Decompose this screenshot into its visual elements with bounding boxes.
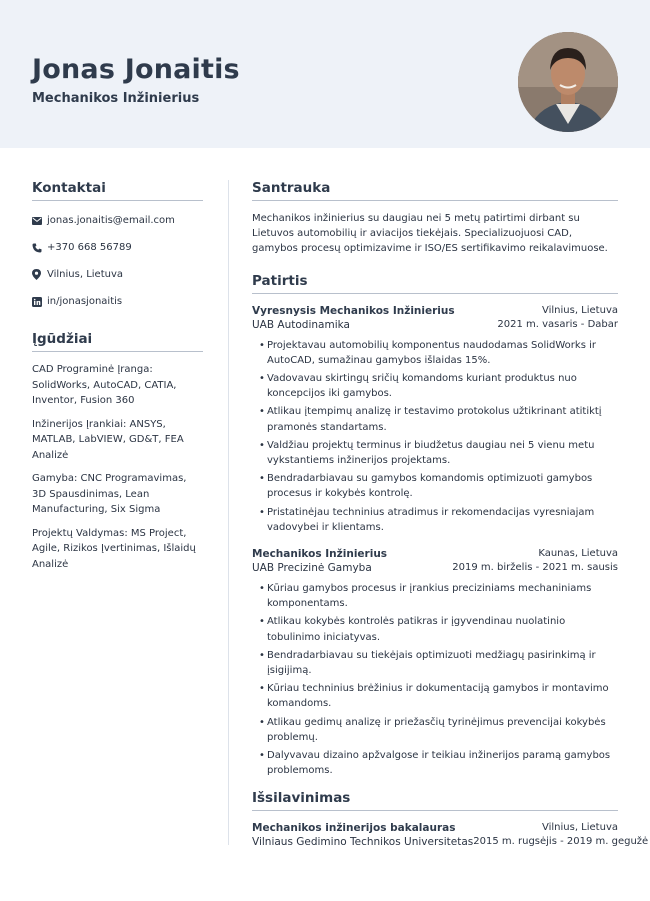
contact-phone-text: +370 668 56789 — [47, 242, 132, 253]
job-entry-dates: 2019 m. birželis - 2021 m. sausis — [452, 562, 618, 574]
list-item: • Kūriau gamybos procesus ir įrankius preciziniams mechaniniams komponentams. — [267, 581, 618, 611]
job-title: Mechanikos Inžinierius — [32, 91, 200, 106]
job-entry-location: Vilnius, Lietuva — [541, 304, 618, 316]
avatar — [518, 32, 618, 132]
contact-linkedin[interactable] — [32, 288, 203, 315]
job-entry-title: Mechanikos Inžinierius — [252, 548, 388, 561]
list-item: • Vadovavau skirtingų sričių komandoms kuriant produktus nuo koncepcijos iki gamybos. — [267, 371, 618, 401]
job-entry-title: Vyresnysis Mechanikos Inžinierius — [252, 304, 455, 317]
skill-item: Gamyba: CNC Programavimas, 3D Spausdinimas, Lean Manufacturing, Six Sigma — [32, 473, 187, 515]
contacts-heading: Kontaktai — [32, 180, 203, 201]
list-item: • Atlikau įtempimų analizę ir testavimo protokolus užtikrinant atitiktį pramonės standartams. — [267, 404, 618, 434]
education-location: Vilnius, Lietuva — [541, 822, 618, 834]
job-entry — [252, 547, 618, 778]
contact-email[interactable] — [32, 207, 203, 234]
job-entry-company: UAB Precizinė Gamyba — [252, 562, 372, 575]
list-item: • Valdžiau projektų terminus ir biudžetus daugiau nei 5 vienu metu vykstantiems inžinerijos projektams. — [267, 438, 618, 468]
list-item: • Bendradarbiavau su gamybos komandomis optimizuoti gamybos procesus ir kokybės kontrolę. — [267, 471, 618, 501]
profile-photo — [518, 32, 618, 132]
linkedin-icon — [32, 297, 47, 307]
list-item: • Projektavau automobilių komponentus naudodamas SolidWorks ir AutoCAD, sumažinau gamybos išlaidas 15%. — [267, 338, 618, 368]
education-dates: 2015 m. rugsėjis - 2019 m. gegužė — [473, 836, 649, 848]
job-entry-company: UAB Autodinamika — [252, 318, 350, 331]
contact-location — [32, 261, 203, 288]
contact-linkedin-text: in/jonasjonaitis — [47, 296, 123, 307]
education-degree: Mechanikos inžinerijos bakalauras — [252, 822, 456, 835]
column-divider — [228, 180, 229, 845]
summary-heading: Santrauka — [252, 180, 618, 201]
person-name: Jonas Jonaitis — [32, 54, 240, 85]
job-entry-location: Kaunas, Lietuva — [538, 548, 618, 560]
resume-header — [0, 0, 650, 148]
skill-item: Inžinerijos Įrankiai: ANSYS, MATLAB, LabVIEW, GD&T, FEA Analizė — [32, 418, 184, 461]
list-item: • Bendradarbiavau su tiekėjais optimizuoti medžiagų pasirinkimą ir įsigijimą. — [267, 648, 618, 678]
summary-text: Mechanikos inžinierius su daugiau nei 5 metų patirtimi dirbant su Lietuvos automobilių ir aviacijos tiekėjais. Specializuojuosi CAD, gamybos procesų optimizavime ir ISO/ES sertifikavimo reikalavimuose. — [252, 213, 608, 255]
contact-list — [32, 207, 203, 315]
list-item: • Dalyvavau dizaino apžvalgose ir teikiau inžinerijos paramą gamybos problemoms. — [267, 748, 618, 778]
list-item: • Kūriau techninius brėžinius ir dokumentaciją gamybos ir montavimo komandoms. — [267, 681, 618, 711]
list-item: • Atlikau kokybės kontrolės patikras ir įgyvendinau nuolatinio tobulinimo iniciatyvas. — [267, 614, 618, 644]
list-item: • Atlikau gedimų analizę ir priežasčių tyrinėjimus prevencijai kokybės problemų. — [267, 715, 618, 745]
skill-item: CAD Programinė Įranga: SolidWorks, AutoCAD, CATIA, Inventor, Fusion 360 — [32, 364, 177, 406]
job-entry — [252, 304, 618, 535]
education-heading: Išsilavinimas — [252, 790, 618, 811]
job-bullets — [252, 581, 618, 778]
job-bullets — [252, 338, 618, 535]
right-column — [252, 180, 649, 849]
left-column — [32, 180, 203, 580]
job-entry-dates: 2021 m. vasaris - Dabar — [497, 318, 618, 330]
location-icon — [32, 269, 47, 280]
contact-phone[interactable] — [32, 234, 203, 261]
email-icon — [32, 217, 47, 225]
skills-heading: Įgūdžiai — [32, 331, 203, 352]
experience-heading: Patirtis — [252, 273, 618, 294]
skill-item: Projektų Valdymas: MS Project, Agile, Rizikos Įvertinimas, Išlaidų Analizė — [32, 527, 196, 570]
education-entry — [252, 821, 649, 849]
contact-email-text: jonas.jonaitis@email.com — [47, 215, 175, 226]
education-school: Vilniaus Gedimino Technikos Universitetas — [252, 836, 474, 849]
phone-icon — [32, 243, 47, 253]
contact-location-text: Vilnius, Lietuva — [47, 269, 124, 280]
list-item: • Pristatinėjau techninius atradimus ir rekomendacijas vyresniajam vadovybei ir klientams. — [267, 505, 618, 535]
